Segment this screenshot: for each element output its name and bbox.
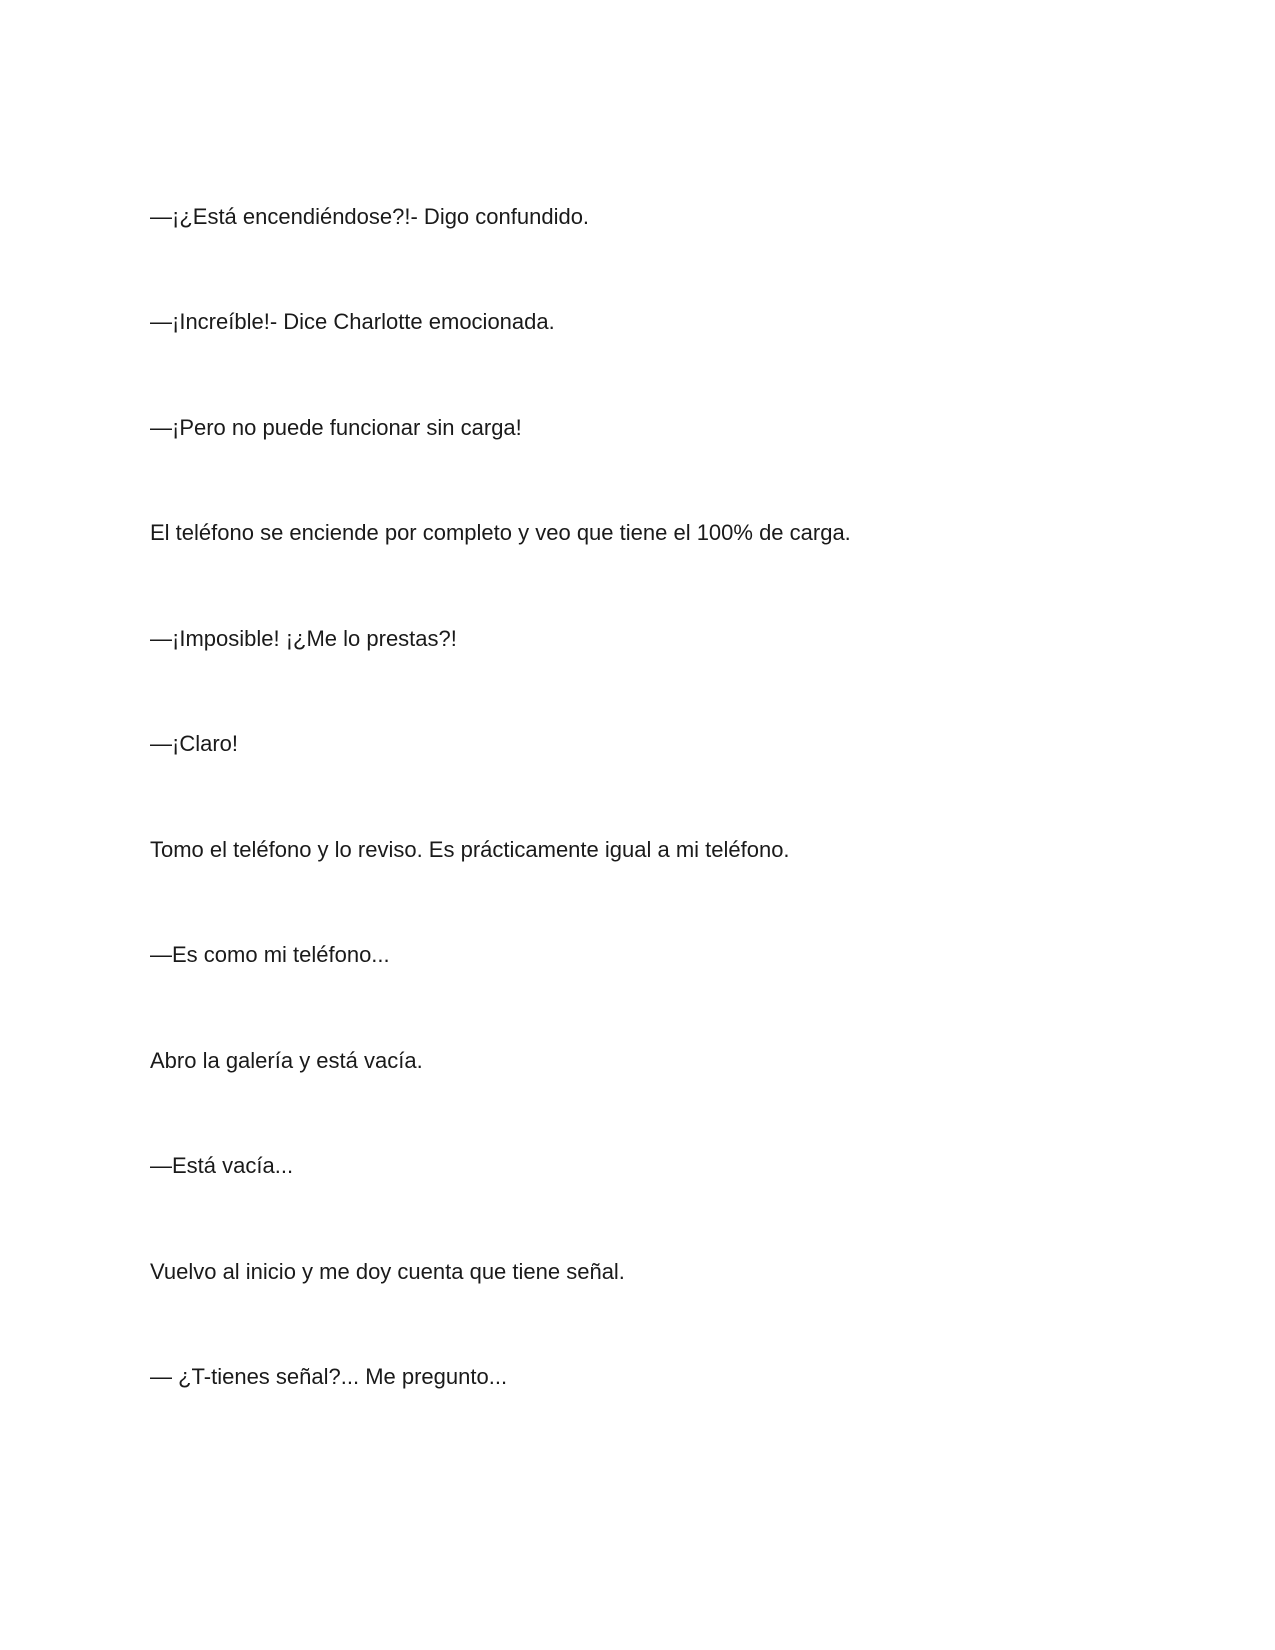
paragraph: Abro la galería y está vacía. xyxy=(150,1048,423,1073)
paragraph: —¡Pero no puede funcionar sin carga! xyxy=(150,415,522,440)
paragraph: —Es como mi teléfono... xyxy=(150,942,390,967)
paragraph: El teléfono se enciende por completo y veo que tiene el 100% de carga. xyxy=(150,520,851,545)
paragraph: —Está vacía... xyxy=(150,1153,294,1178)
paragraph: —¡¿Está encendiéndose?!- Digo confundido. xyxy=(150,204,590,229)
paragraph: — ¿T-tienes señal?... Me pregunto... xyxy=(150,1364,508,1389)
paragraph: —¡Increíble!- Dice Charlotte emocionada. xyxy=(150,309,555,334)
paragraph: —¡Imposible! ¡¿Me lo prestas?! xyxy=(150,626,457,651)
paragraph: Vuelvo al inicio y me doy cuenta que tiene señal. xyxy=(150,1259,625,1284)
paragraph: —¡Claro! xyxy=(150,731,239,756)
paragraph: Tomo el teléfono y lo reviso. Es prácticamente igual a mi teléfono. xyxy=(150,837,790,862)
